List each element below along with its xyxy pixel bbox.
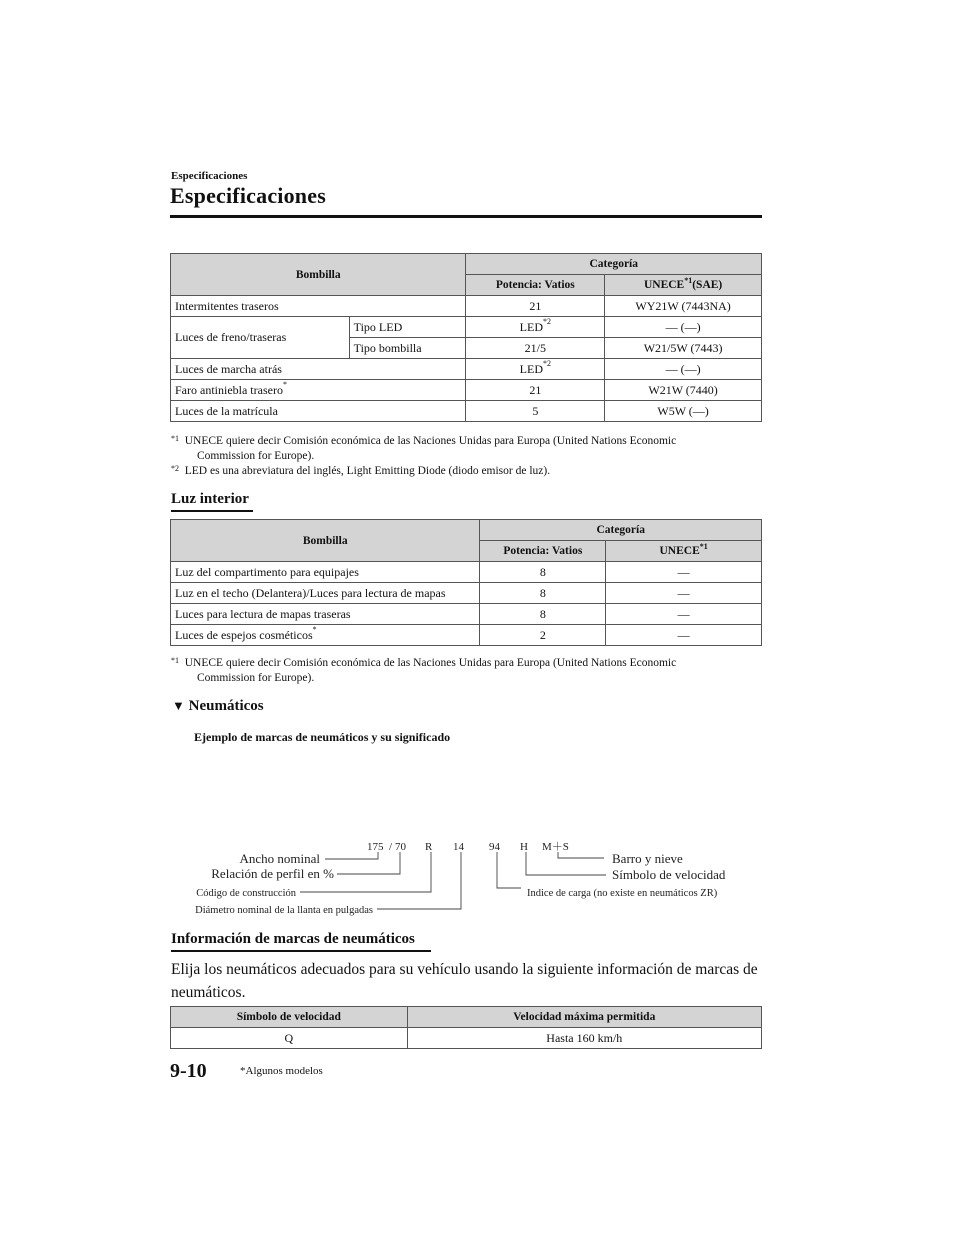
tire-slash: / [389, 841, 393, 853]
bulb-cell: Faro antiniebla trasero* [171, 380, 466, 401]
label-ratio: Relación de perfil en % [211, 866, 334, 881]
footnote: $^{*1}$ UNECE quiere decir Comisión económica de las Naciones Unidas para Europa (United Nations Economic [171, 656, 677, 669]
col-unece: UNECE$^{*1}$ [606, 541, 762, 562]
label-load-index: Indice de carga (no existe en neumáticos ZR) [527, 888, 718, 899]
unece-cell: — [606, 562, 762, 583]
unece-cell: W5W (—) [605, 401, 762, 422]
type-cell: Tipo bombilla [349, 338, 466, 359]
col-speed-symbol: Símbolo de velocidad [171, 1007, 408, 1028]
power-cell: 21/5 [466, 338, 605, 359]
bulb-cell: Luces de la matrícula [171, 401, 466, 422]
label-width: Ancho nominal [239, 851, 320, 866]
type-cell: Tipo LED [349, 317, 466, 338]
col-max-speed: Velocidad máxima permitida [407, 1007, 761, 1028]
tire-speed-value: H [520, 841, 528, 853]
speed-table [170, 1006, 762, 1049]
col-power: Potencia: Vatios [480, 541, 606, 562]
unece-cell: — (—) [605, 317, 762, 338]
footnote-cont: Commission for Europe). [197, 450, 315, 462]
tire-ratio-value: 70 [395, 841, 406, 853]
tire-ms-value: M＋S [542, 841, 569, 853]
unece-cell: — [606, 583, 762, 604]
bulb-cell: Luces de freno/traseras [171, 317, 350, 359]
tire-rim-value: 14 [453, 841, 464, 853]
tire-construction-value: R [425, 841, 433, 853]
max-speed-cell: Hasta 160 km/h [407, 1028, 761, 1049]
page-number: 9-10 [170, 1060, 207, 1082]
power-cell: 21 [466, 380, 605, 401]
unece-cell: WY21W (7443NA) [605, 296, 762, 317]
power-cell: LED$^{*2}$ [466, 359, 605, 380]
label-mud-snow: Barro y nieve [612, 851, 683, 866]
tire-load-value: 94 [489, 841, 500, 853]
unece-cell: — [606, 625, 762, 646]
col-unece: UNECE$^{*1}$(SAE) [605, 275, 762, 296]
power-cell: LED$^{*2}$ [466, 317, 605, 338]
power-cell: 5 [466, 401, 605, 422]
col-bulb: Bombilla [171, 254, 466, 296]
col-bulb: Bombilla [171, 520, 480, 562]
col-category: Categoría [466, 254, 762, 275]
col-category: Categoría [480, 520, 762, 541]
power-cell: 8 [480, 562, 606, 583]
bulb-cell: Intermitentes traseros [171, 296, 466, 317]
bulb-cell: Luz en el techo (Delantera)/Luces para lectura de mapas [171, 583, 480, 604]
bulb-cell: Luz del compartimento para equipajes [171, 562, 480, 583]
unece-cell: W21/5W (7443) [605, 338, 762, 359]
table-header-row [171, 1007, 762, 1028]
interior-title: Luz interior [171, 491, 249, 507]
unece-cell: — (—) [605, 359, 762, 380]
power-cell: 8 [480, 583, 606, 604]
table-row [171, 1028, 762, 1049]
bulb-cell: Luces de espejos cosméticos* [171, 625, 480, 646]
tires-heading: ▼ Neumáticos [172, 698, 264, 714]
col-power: Potencia: Vatios [466, 275, 605, 296]
footer-note: *Algunos modelos [240, 1065, 323, 1077]
tires-caption: Ejemplo de marcas de neumáticos y su significado [194, 730, 451, 744]
tire-info-body: Elija los neumáticos adecuados para su vehículo usando la siguiente información de marcas de neumáticos. [171, 961, 758, 1001]
power-cell: 2 [480, 625, 606, 646]
triangle-down-icon: ▼ [172, 698, 185, 713]
unece-cell: W21W (7440) [605, 380, 762, 401]
bulb-cell: Luces para lectura de mapas traseras [171, 604, 480, 625]
page-title: Especificaciones [170, 183, 326, 208]
footnote: $^{*1}$ UNECE quiere decir Comisión económica de las Naciones Unidas para Europa (United Nations Economic [171, 434, 677, 447]
label-rim-diameter: Diámetro nominal de la llanta en pulgadas [195, 905, 373, 916]
power-cell: 8 [480, 604, 606, 625]
label-speed-symbol: Símbolo de velocidad [612, 867, 726, 882]
bulb-cell: Luces de marcha atrás [171, 359, 466, 380]
tire-info-title: Información de marcas de neumáticos [171, 931, 415, 947]
tire-width-value: 175 [367, 841, 384, 853]
section-label: Especificaciones [171, 170, 248, 182]
power-cell: 21 [466, 296, 605, 317]
tire-info-title-underline [171, 950, 431, 952]
speed-symbol-cell: Q [171, 1028, 408, 1049]
unece-cell: — [606, 604, 762, 625]
footnote: $^{*2}$ LED es una abreviatura del inglés, Light Emitting Diode (diodo emisor de luz). [171, 464, 551, 477]
footnote-cont: Commission for Europe). [197, 672, 315, 684]
label-construction: Código de construcción [196, 888, 296, 899]
